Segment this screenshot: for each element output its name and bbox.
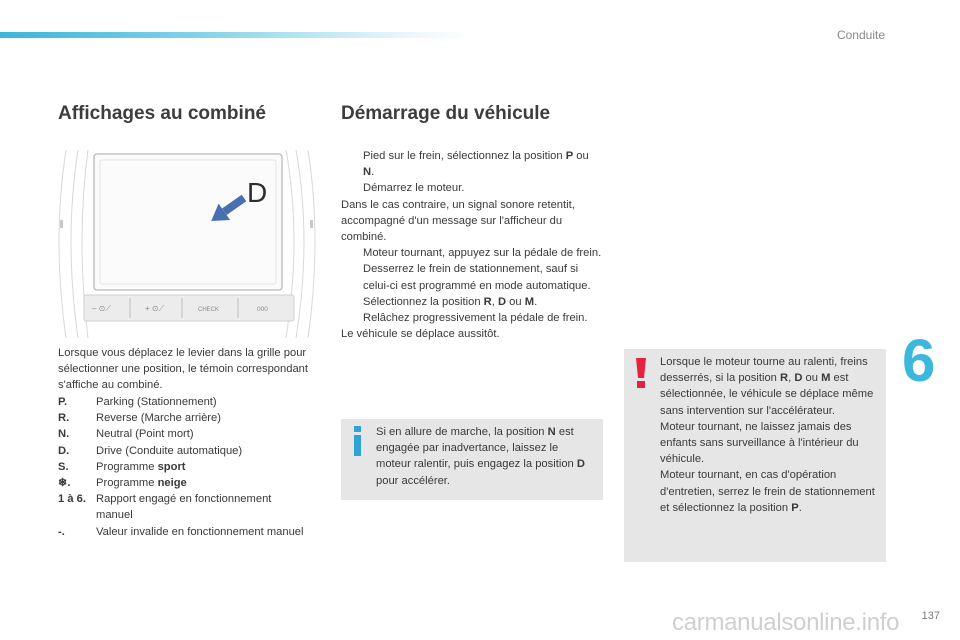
dash-button-check: CHECK	[198, 307, 220, 313]
gear-indicator-letter: D	[247, 177, 268, 208]
step-item: Relâchez progressivement la pédale de frein.	[341, 310, 603, 326]
dash-button-plus-icon: + ⊙⟋	[145, 304, 165, 313]
start-procedure	[341, 148, 603, 342]
info-icon	[352, 426, 364, 456]
note-paragraph: Dans le cas contraire, un signal sonore retentit, accompagné d'un message sur l'afficheur du combiné.	[341, 198, 575, 244]
step-item: Sélectionnez la position R, D ou M.	[341, 294, 603, 310]
bullet-arrow-icon	[341, 245, 363, 261]
list-item: P. Parking (Stationnement)	[58, 396, 217, 408]
info-note-box	[341, 419, 603, 500]
section-title-start: Démarrage du véhicule	[341, 103, 551, 124]
step-item: Desserrez le frein de stationnement, sauf si celui-ci est programmé en mode automatique.	[341, 261, 603, 293]
list-item: N. Neutral (Point mort)	[58, 428, 194, 441]
list-item: R. Reverse (Marche arrière)	[58, 412, 221, 425]
instrument-cluster-illustration	[58, 150, 316, 338]
watermark: carmanualsonline.info	[672, 609, 900, 636]
section-label: Conduite	[836, 28, 885, 42]
list-item: -. Valeur invalide en fonctionnement manuel	[58, 525, 304, 538]
step-item: Moteur tournant, appuyez sur la pédale de frein.	[341, 245, 603, 261]
info-note-text: Si en allure de marche, la position N est engagée par inadvertance, laissez le moteur ralentir, puis engagez la position D pour accélérer.	[376, 426, 585, 487]
intro-paragraph: Lorsque vous déplacez le levier dans la grille pour sélectionner une position, le témoin correspondant s'affiche au combiné.	[58, 347, 309, 392]
dash-button-trip: 000	[257, 306, 268, 313]
bullet-arrow-icon	[341, 294, 363, 310]
header-accent-bar	[0, 32, 470, 38]
list-item: D. Drive (Conduite automatique)	[58, 444, 243, 457]
gear-definition-list	[58, 394, 308, 540]
note-paragraph: Le véhicule se déplace aussitôt.	[341, 328, 500, 341]
warning-note-text: Lorsque le moteur tourne au ralenti, freins desserrés, si la position R, D ou M est sélectionnée, le véhicule se déplace même sans intervention sur l'accélérateur. Moteur tournant, ne laissez jamais des enfants sans surveillance à l'intérieur du véhicule. Moteur tournant, en cas d'opération d'entretien, serrez le frein de stationnement et sélectionnez la position P.	[660, 356, 875, 514]
bullet-arrow-icon	[341, 180, 363, 196]
warning-icon	[633, 358, 649, 388]
chapter-number: 6	[902, 327, 936, 394]
section-title-display: Affichages au combiné	[58, 103, 266, 124]
step-item: Démarrez le moteur.	[341, 180, 603, 196]
list-item: ❄. Programme neige	[58, 477, 187, 490]
list-item: 1 à 6. Rapport engagé en fonctionnement manuel	[58, 493, 272, 522]
dash-button-minus-icon: ‒ ⊙⟋	[92, 304, 111, 313]
page-number: 137	[921, 610, 940, 622]
step-item: Pied sur le frein, sélectionnez la position P ou N.	[341, 148, 603, 180]
bullet-arrow-icon	[341, 310, 363, 326]
bullet-arrow-icon	[341, 261, 363, 293]
warning-note-box	[624, 349, 886, 562]
list-item: S. Programme sport	[58, 460, 186, 473]
bullet-arrow-icon	[341, 148, 363, 180]
